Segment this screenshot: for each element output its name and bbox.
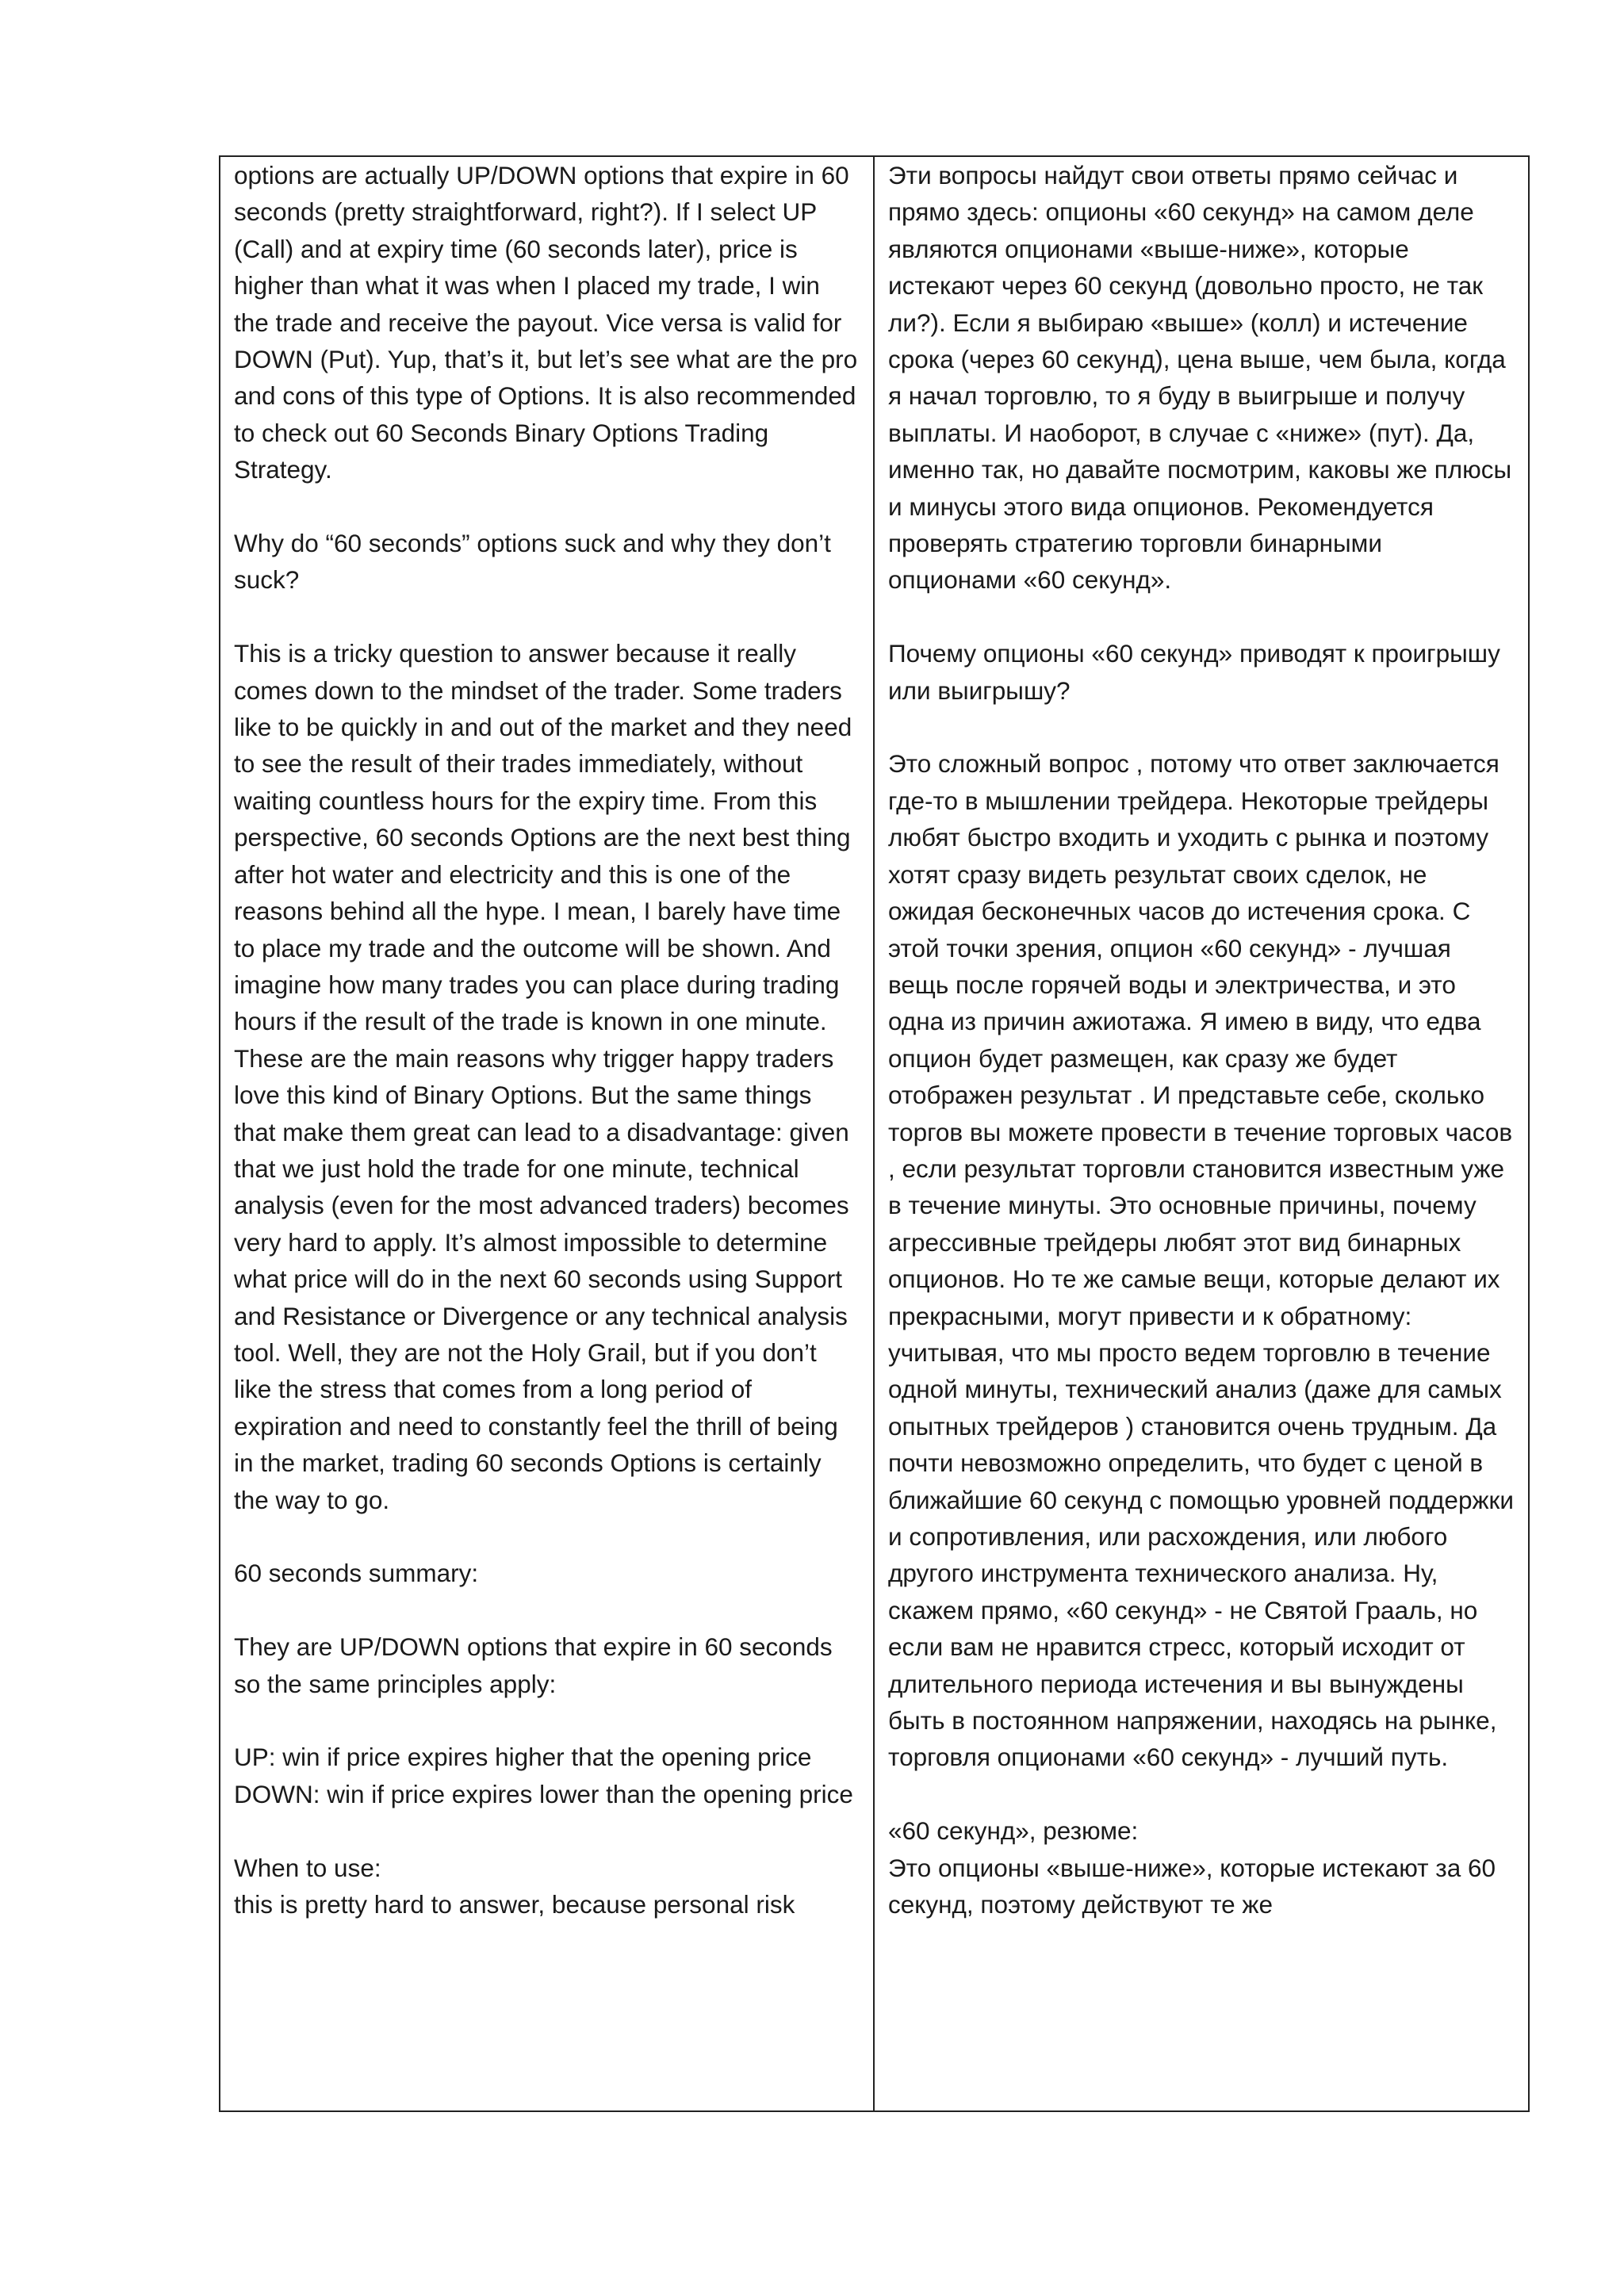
- paragraph-gap: [888, 1776, 1514, 1812]
- russian-paragraph-intro: Эти вопросы найдут свои ответы прямо сейчас и прямо здесь: опционы «60 секунд» на самом деле являются опционами «выше-ниже», которые истекают через 60 секунд (довольно просто, не так ли?). Если я выбираю «выше» (колл) и истечение срока (через 60 секунд), цена выше, чем была, когда я начал торговлю, то я буду в выигрыше и получу выплаты. И наоборот, в случае с «ниже» (пут). Да, именно так, но давайте посмотрим, каковы же плюсы и минусы этого вида опционов. Рекомендуется проверять стратегию торговли бинарными опционами «60 секунд».: [888, 161, 1519, 595]
- paragraph-gap: [888, 599, 1514, 635]
- paragraph-gap: [234, 1812, 859, 1849]
- english-paragraph-when: When to use: this is pretty hard to answer, because personal risk: [234, 1853, 795, 1919]
- paragraph-gap: [234, 599, 859, 635]
- paragraph-gap: [234, 1592, 859, 1628]
- paragraph-gap: [888, 709, 1514, 745]
- english-paragraph-rules: UP: win if price expires higher that the opening price DOWN: win if price expires lower than the opening price: [234, 1743, 853, 1808]
- russian-heading-why: Почему опционы «60 секунд» приводят к проигрышу или выигрышу?: [888, 639, 1507, 705]
- english-paragraph-intro: options are actually UP/DOWN options that expire in 60 seconds (pretty straightforward, right?). If I select UP (Call) and at expiry time (60 seconds later), price is higher than what it was when I placed my trade, I win the trade and receive the payout. Vice versa is valid for DOWN (Put). Yup, that’s it, but let’s see what are the pro and cons of this type of Options. It is also recommended to check out 60 Seconds Binary Options Trading Strategy.: [234, 161, 864, 484]
- russian-paragraph-summary: «60 секунд», резюме: Это опционы «выше-ниже», которые истекают за 60 секунд, поэтому действуют те же: [888, 1816, 1496, 1919]
- russian-column: [875, 157, 1528, 2110]
- paragraph-gap: [234, 1518, 859, 1555]
- paragraph-gap: [234, 1702, 859, 1739]
- english-heading-summary: 60 seconds summary:: [234, 1559, 479, 1588]
- english-paragraph-tricky: This is a tricky question to answer because it really comes down to the mindset of the trader. Some traders like to be quickly in and out of the market and they need to see the result of their trades immediately, without waiting countless hours for the expiry time. From this perspective, 60 seconds Options are the next best thing after hot water and electricity and this is one of the reasons behind all the hype. I mean, I barely have time to place my trade and the outcome will be shown. And imagine how many trades you can place during trading hours if the result of the trade is known in one minute. These are the main reasons why trigger happy traders love this kind of Binary Options. But the same things that make them great can lead to a disadvantage: given that we just hold the trade for one minute, technical analysis (even for the most advanced traders) becomes very hard to apply. It’s almost impossible to determine what price will do in the next 60 seconds using Support and Resistance or Divergence or any technical analysis tool. Well, they are not the Holy Grail, but if you don’t like the stress that comes from a long period of expiration and need to constantly feel the thrill of being in the market, trading 60 seconds Options is certainly the way to go.: [234, 639, 860, 1514]
- paragraph-gap: [234, 488, 859, 525]
- english-heading-why: Why do “60 seconds” options suck and why they don’t suck?: [234, 529, 838, 595]
- english-paragraph-updown: They are UP/DOWN options that expire in 60 seconds so the same principles apply:: [234, 1632, 840, 1698]
- english-column: [220, 157, 875, 2110]
- translation-table: [219, 155, 1530, 2112]
- russian-paragraph-tricky: Это сложный вопрос , потому что ответ заключается где-то в мышлении трейдера. Некоторые трейдеры любят быстро входить и уходить с рынка и поэтому хотят сразу видеть результат своих сделок, не ожидая бесконечных часов до истечения срока. С этой точки зрения, опцион «60 секунд» - лучшая вещь после горячей воды и электричества, и это одна из причин ажиотажа. Я имею в виду, что едва опцион будет размещен, как сразу же будет отображен результат . И представьте себе, сколько торгов вы можете провести в течение торговых часов , если результат торговли становится известным уже в течение минуты. Это основные причины, почему агрессивные трейдеры любят этот вид бинарных опционов. Но те же самые вещи, которые делают их прекрасными, могут привести и к обратному: учитывая, что мы просто ведем торговлю в течение одной минуты, технический анализ (даже для самых опытных трейдеров ) становится очень трудным. Да почти невозможно определить, что будет с ценой в ближайшие 60 секунд с помощью уровней поддержки и сопротивления, или расхождения, или любого другого инструмента технического анализа. Ну, скажем прямо, «60 секунд» - не Святой Грааль, но если вам не нравится стресс, который исходит от длительного периода истечения и вы вынуждены быть в постоянном напряжении, находясь на рынке, торговля опционами «60 секунд» - лучший путь.: [888, 749, 1521, 1772]
